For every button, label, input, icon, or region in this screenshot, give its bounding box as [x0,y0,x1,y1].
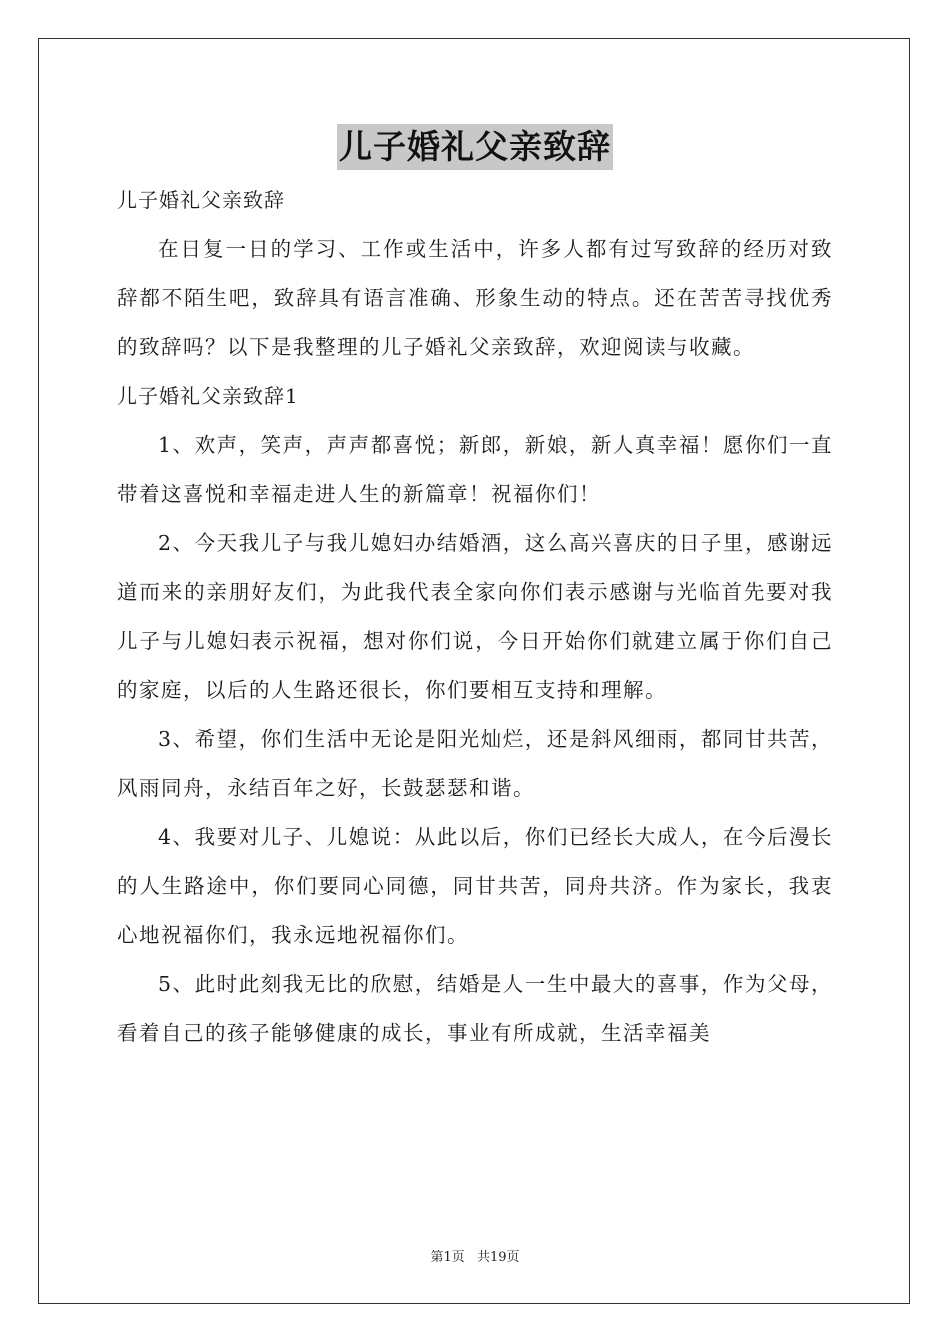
title-container [0,124,950,170]
page-total: 共19页 [476,1250,520,1265]
paragraph-1: 1、欢声，笑声，声声都喜悦；新郎，新娘，新人真幸福！愿你们一直带着这喜悦和幸福走进人生的新篇章！祝福你们！ [117,433,833,506]
section-heading: 儿子婚礼父亲致辞1 [117,384,299,408]
paragraph-3: 3、希望，你们生活中无论是阳光灿烂，还是斜风细雨，都同甘共苦，风雨同舟，永结百年之好，长鼓瑟瑟和谐。 [117,727,833,800]
page-number: 第1页 [430,1250,465,1265]
paragraph-5: 5、此时此刻我无比的欣慰，结婚是人一生中最大的喜事，作为父母，看着自己的孩子能够健康的成长，事业有所成就，生活幸福美 [117,972,833,1045]
paragraph-2: 2、今天我儿子与我儿媳妇办结婚酒，这么高兴喜庆的日子里，感谢远道而来的亲朋好友们，为此我代表全家向你们表示感谢与光临首先要对我儿子与儿媳妇表示祝福，想对你们说，今日开始你们就建立属于你们自己的家庭，以后的人生路还很长，你们要相互支持和理解。 [117,531,833,702]
document-body [117,176,833,1058]
document-subtitle: 儿子婚礼父亲致辞 [117,188,285,212]
document-title: 儿子婚礼父亲致辞 [337,124,613,170]
paragraph-4: 4、我要对儿子、儿媳说：从此以后，你们已经长大成人，在今后漫长的人生路途中，你们要同心同德，同甘共苦，同舟共济。作为家长，我衷心地祝福你们，我永远地祝福你们。 [117,825,833,947]
intro-paragraph: 在日复一日的学习、工作或生活中，许多人都有过写致辞的经历对致辞都不陌生吧，致辞具有语言准确、形象生动的特点。还在苦苦寻找优秀的致辞吗？以下是我整理的儿子婚礼父亲致辞，欢迎阅读与收藏。 [117,237,833,359]
page-footer [0,1246,950,1265]
